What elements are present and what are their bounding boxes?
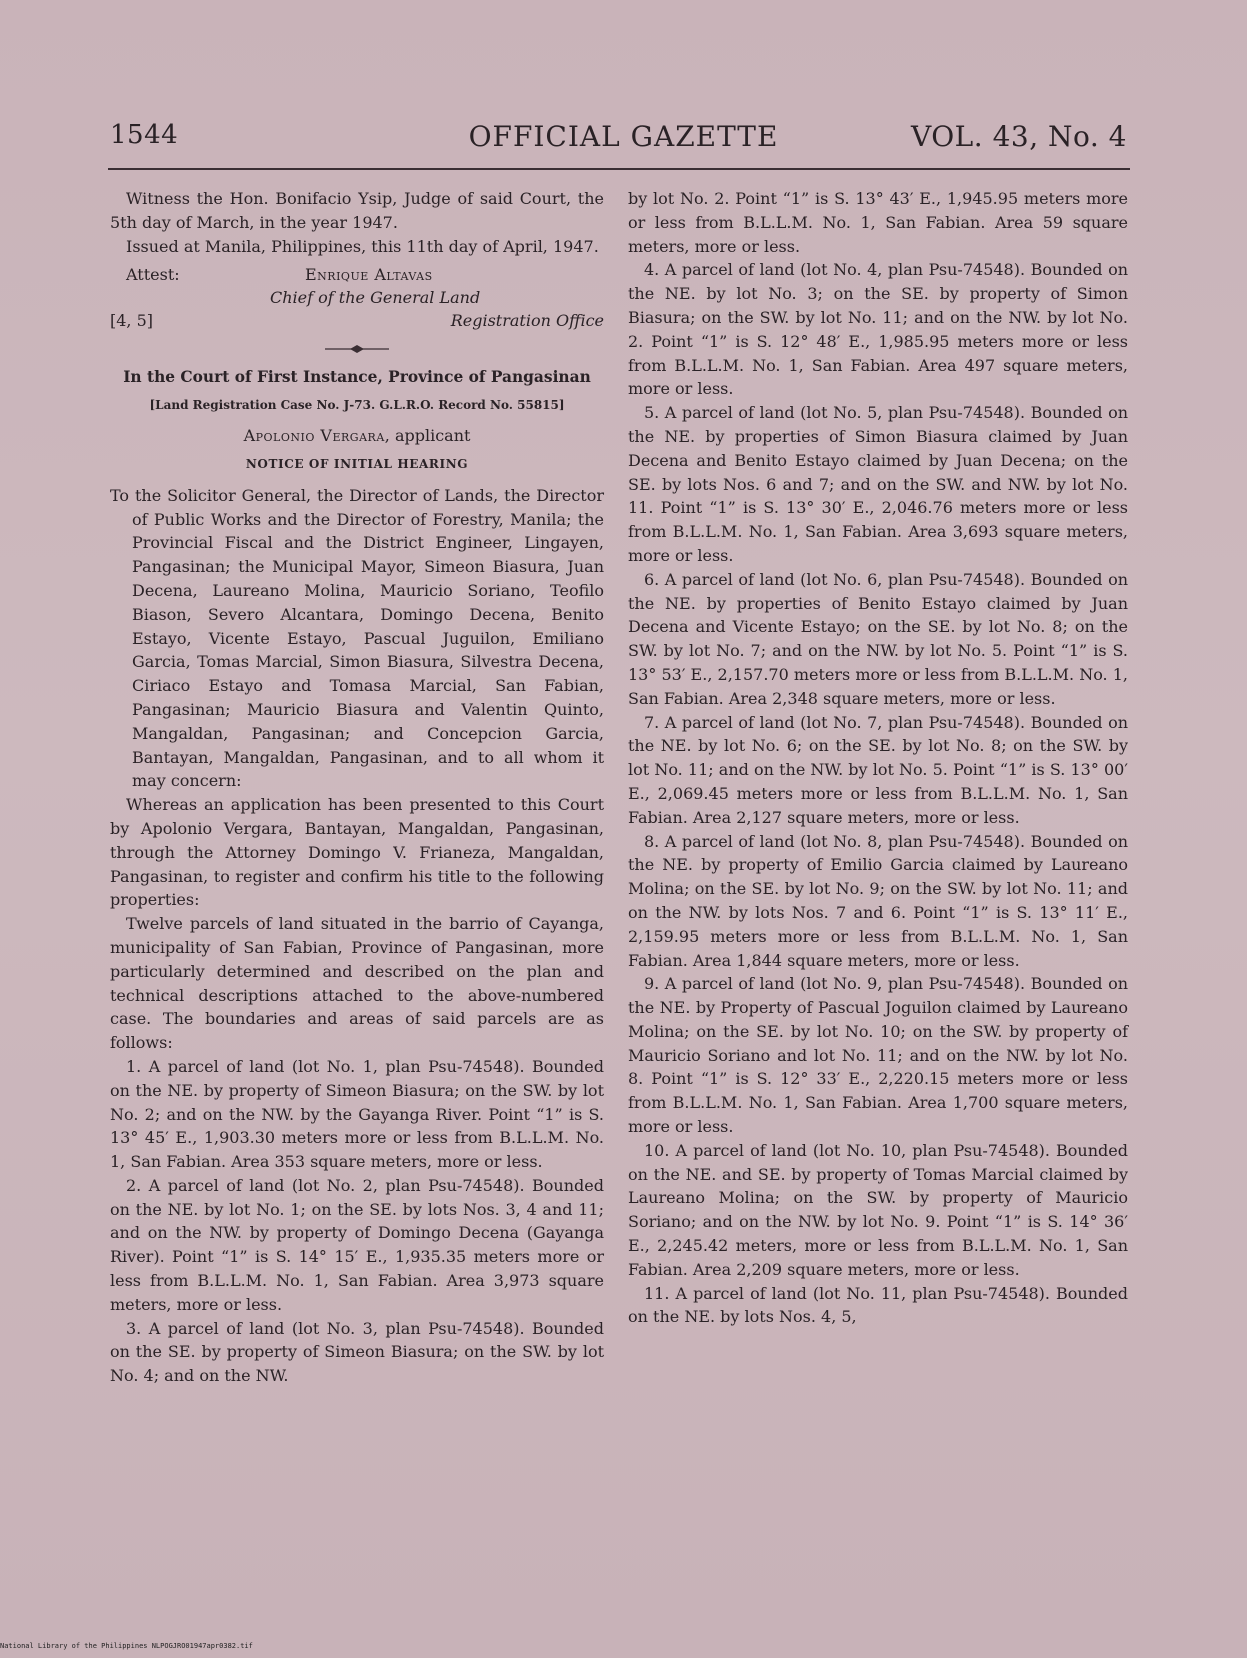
attest-title-line1: Chief of the General Land — [270, 288, 481, 308]
attest-title-line2: Registration Office — [450, 311, 604, 331]
court-heading: In the Court of First Instance, Province of Pangasinan — [123, 368, 591, 387]
attest-label: Attest: — [126, 265, 180, 285]
case-reference: [Land Registration Case No. J-73. G.L.R.O. Record No. 55815] — [149, 398, 565, 413]
attest-reference: [4, 5] — [110, 311, 154, 331]
parcel-2-paragraph: 2. A parcel of land (lot No. 2, plan Psu-74548). Bounded on the NE. by lot No. 1; on the SE. by lots Nos. 3, 4 and 11; and on the NW. by property of Domingo Decena (Gayanga River). Point “1” is S. 14° 15′ E., 1,935.35 meters more or less from B.L.L.M. No. 1, San Fabian. Area 3,973 square meters, more or less. — [110, 1175, 604, 1314]
publication-title: OFFICIAL GAZETTE — [468, 120, 779, 153]
header-rule — [108, 168, 1130, 170]
parcel-1-paragraph: 1. A parcel of land (lot No. 1, plan Psu-74548). Bounded on the NE. by property of Simeon Biasura; on the SW. by lot No. 2; and on the NW. by the Gayanga River. Point “1” is S. 13° 45′ E., 1,903.30 meters more or less from B.L.L.M. No. 1, San Fabian. Area 353 square meters, more or less. — [110, 1056, 604, 1172]
parcel-9-paragraph: 9. A parcel of land (lot No. 9, plan Psu-74548). Bounded on the NE. by Property of Pascual Joguilon claimed by Laureano Molina; on the SE. by lot No. 10; on the SW. by property of Mauricio Soriano and lot No. 11; and on the NW. by lot No. 8. Point “1” is S. 12° 33′ E., 2,220.15 meters more or less from B.L.L.M. No. 1, San Fabian. Area 1,700 square meters, more or less. — [628, 974, 1128, 1137]
notice-heading: NOTICE OF INITIAL HEARING — [245, 456, 469, 471]
parcel-3-paragraph: 3. A parcel of land (lot No. 3, plan Psu-74548). Bounded on the SE. by property of Simeon Biasura; on the SW. by lot No. 4; and on the NW. — [110, 1318, 604, 1386]
right-column — [628, 187, 1128, 1329]
page-number: 1544 — [110, 120, 179, 150]
attest-block — [110, 261, 604, 334]
section-divider-ornament — [110, 334, 604, 364]
witness-paragraph: Witness the Hon. Bonifacio Ysip, Judge of said Court, the 5th day of March, in the year 1947. — [110, 189, 604, 232]
parcel-8-paragraph: 8. A parcel of land (lot No. 8, plan Psu-74548). Bounded on the NE. by property of Emilio Garcia claimed by Laureano Molina; on the SE. by lot No. 9; on the SW. by lot No. 11; and on the NW. by lots Nos. 7 and 6. Point “1” is S. 13° 11′ E., 2,159.95 meters more or less from B.L.L.M. No. 1, San Fabian. Area 1,844 square meters, more or less. — [628, 831, 1128, 970]
scan-footer: National Library of the Philippines NLPOGJRO01947apr0382.tif — [0, 1642, 253, 1650]
left-column — [110, 187, 604, 1388]
parcel-7-paragraph: 7. A parcel of land (lot No. 7, plan Psu-74548). Bounded on the NE. by lot No. 6; on the SE. by lot No. 8; on the SW. by lot No. 11; and on the NW. by lot No. 5. Point “1” is S. 13° 00′ E., 2,069.45 meters more or less from B.L.L.M. No. 1, San Fabian. Area 2,127 square meters, more or less. — [628, 712, 1128, 827]
parcel-11-paragraph: 11. A parcel of land (lot No. 11, plan Psu-74548). Bounded on the NE. by lots Nos. 4, 5, — [628, 1283, 1128, 1327]
volume-number: VOL. 43, No. 4 — [911, 120, 1127, 153]
applicant-name: Apolonio Vergara — [243, 426, 385, 446]
parcel-6-paragraph: 6. A parcel of land (lot No. 6, plan Psu-74548). Bounded on the NE. by properties of Benito Estayo claimed by Juan Decena and Vicente Estayo; on the SE. by lot No. 8; on the SW. by lot No. 7; and on the NW. by lot No. 5. Point “1” is S. 13° 53′ E., 2,157.70 meters more or less from B.L.L.M. No. 1, San Fabian. Area 2,348 square meters, more or less. — [628, 569, 1128, 708]
parcel-4-paragraph: 4. A parcel of land (lot No. 4, plan Psu-74548). Bounded on the NE. by lot No. 3; on the SE. by property of Simon Biasura; on the SW. by lot No. 11; and on the NW. by lot No. 2. Point “1” is S. 12° 48′ E., 1,985.95 meters more or less from B.L.L.M. No. 1, San Fabian. Area 497 square meters, more or less. — [628, 260, 1128, 399]
parcels-intro-paragraph: Twelve parcels of land situated in the barrio of Cayanga, municipality of San Fabian, Province of Pangasinan, more particularly determined and described on the plan and technical descriptions attached to the above-numbered case. The boundaries and areas of said parcels are as follows: — [110, 914, 604, 1053]
applicant-suffix: , applicant — [384, 426, 471, 446]
parcel-3-continued-paragraph: by lot No. 2. Point “1” is S. 13° 43′ E., 1,945.95 meters more or less from B.L.L.M. No. 1, San Fabian. Area 59 square meters, more or less. — [628, 189, 1128, 256]
parcel-5-paragraph: 5. A parcel of land (lot No. 5, plan Psu-74548). Bounded on the NE. by properties of Simon Biasura claimed by Juan Decena and Benito Estayo claimed by Juan Decena; on the SE. by lots Nos. 6 and 7; and on the SW. and NW. by lot No. 11. Point “1” is S. 13° 30′ E., 2,046.76 meters more or less from B.L.L.M. No. 1, San Fabian. Area 3,693 square meters, more or less. — [628, 403, 1128, 565]
attest-signatory: Enrique Altavas — [305, 265, 433, 285]
whereas-paragraph: Whereas an application has been presented to this Court by Apolonio Vergara, Bantayan, Mangaldan, Pangasinan, through the Attorney Domingo V. Frianeza, Mangaldan, Pangasinan, to register and confirm his title to the following properties: — [110, 795, 604, 910]
issued-paragraph: Issued at Manila, Philippines, this 11th day of April, 1947. — [126, 236, 599, 256]
applicant-line — [110, 424, 604, 448]
addressees-paragraph: To the Solicitor General, the Director of Lands, the Director of Public Works and the Director of Forestry, Manila; the Provincial Fiscal and the District Engineer, Lingayen, Pangasinan; the Municipal Mayor, Simeon Biasura, Juan Decena, Laureano Molina, Mauricio Soriano, Teofilo Biason, Severo Alcantara, Domingo Decena, Benito Estayo, Vicente Estayo, Pascual Juguilon, Emiliano Garcia, Tomas Marcial, Simon Biasura, Silvestra Decena, Ciriaco Estayo and Tomasa Marcial, San Fabian, Pangasinan; Mauricio Biasura and Valentin Quinto, Mangaldan, Pangasinan; and Concepcion Garcia, Bantayan, Mangaldan, Pangasinan, and to all whom it may concern: — [110, 485, 604, 791]
parcel-10-paragraph: 10. A parcel of land (lot No. 10, plan Psu-74548). Bounded on the NE. and SE. by property of Tomas Marcial claimed by Laureano Molina; on the SW. by property of Mauricio Soriano; and on the NW. by lot No. 9. Point “1” is S. 14° 36′ E., 2,245.42 meters, more or less from B.L.L.M. No. 1, San Fabian. Area 2,209 square meters, more or less. — [628, 1140, 1128, 1279]
